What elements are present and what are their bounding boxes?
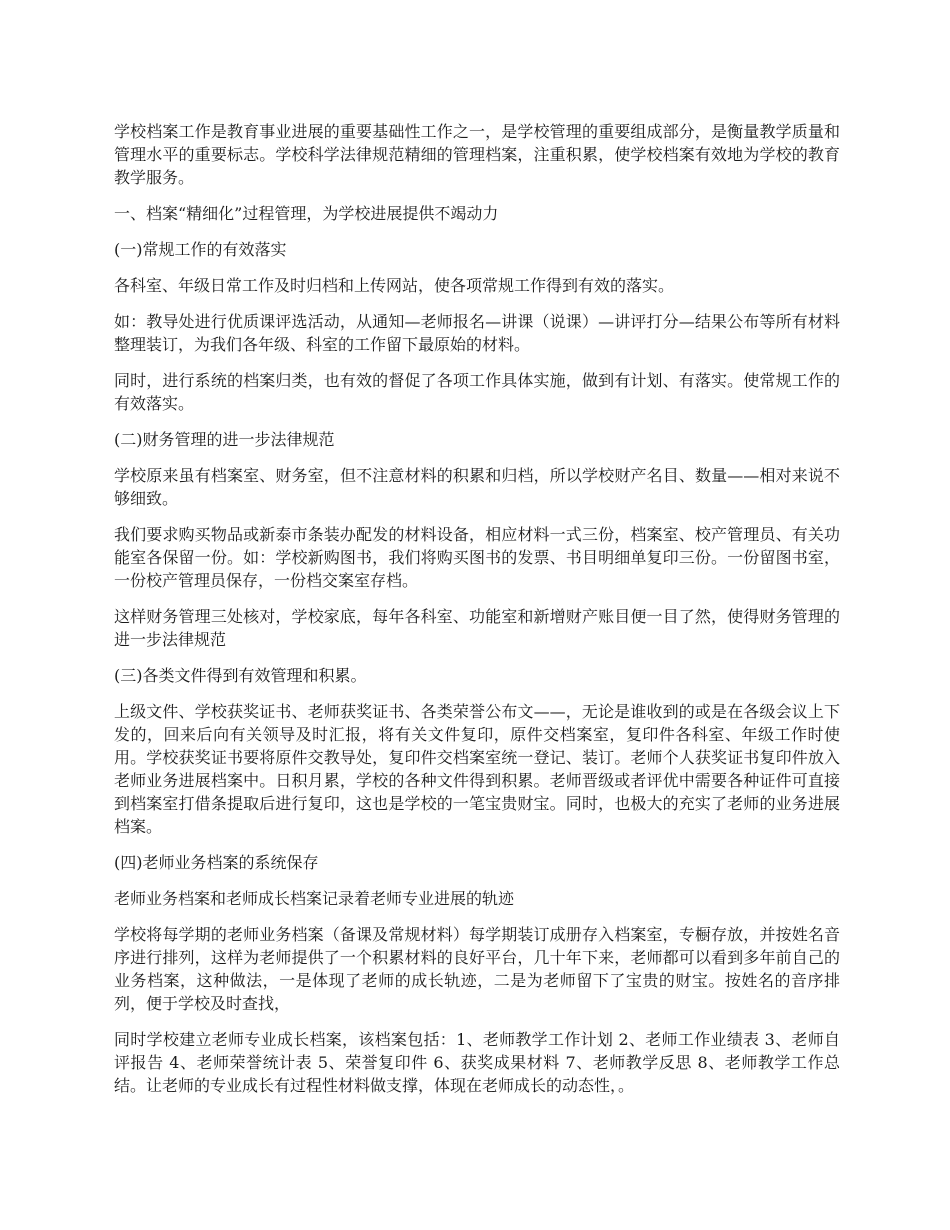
intro-paragraph: 学校档案工作是教育事业进展的重要基础性工作之一，是学校管理的重要组成部分，是衡量教学质量和管理水平的重要标志。学校科学法律规范精细的管理档案，注重积累，使学校档案有效地为学校的教育教学服务。 [114, 122, 840, 187]
body-paragraph: 学校将每学期的老师业务档案（备课及常规材料）每学期装订成册存入档案室，专橱存放，并按姓名音序进行排列，这样为老师提供了一个积累材料的良好平台，几十年下来，老师都可以看到多年前自己的业务档案，这种做法，一是体现了老师的成长轨迹，二是为老师留下了宝贵的财宝。按姓名的音序排列，便于学校及时查找， [114, 925, 840, 1013]
subsection-heading-1: (一)常规工作的有效落实 [114, 240, 287, 259]
document-body [114, 120, 840, 1110]
subsection-heading-3: (三)各类文件得到有效管理和积累。 [114, 666, 367, 685]
body-paragraph: 老师业务档案和老师成长档案记录着老师专业进展的轨迹 [114, 889, 515, 908]
body-paragraph: 上级文件、学校获奖证书、老师获奖证书、各类荣誉公布文——，无论是谁收到的或是在各级会议上下发的，回来后向有关领导及时汇报，将有关文件复印，原件交档案室，复印件各科室、年级工作时使用。学校获奖证书要将原件交教导处，复印件交档案室统一登记、装订。老师个人获奖证书复印件放入老师业务进展档案中。日积月累，学校的各种文件得到积累。老师晋级或者评优中需要各种证件可直接到档案室打借条提取后进行复印，这也是学校的一笔宝贵财宝。同时，也极大的充实了老师的业务进展档案。 [114, 702, 840, 836]
body-paragraph: 如：教导处进行优质课评选活动，从通知—老师报名—讲课（说课）—讲评打分—结果公布等所有材料整理装订，为我们各年级、科室的工作留下最原始的材料。 [114, 312, 840, 354]
body-paragraph: 各科室、年级日常工作及时归档和上传网站，使各项常规工作得到有效的落实。 [114, 276, 675, 295]
body-paragraph: 同时学校建立老师专业成长档案，该档案包括：1、老师教学工作计划 2、老师工作业绩表 3、老师自评报告 4、老师荣誉统计表 5、荣誉复印件 6、获奖成果材料 7、老师教学反思 8、老师教学工作总结。让老师的专业成长有过程性材料做支撑，体现在老师成长的动态性，。 [114, 1030, 840, 1095]
body-paragraph: 同时，进行系统的档案归类，也有效的督促了各项工作具体实施，做到有计划、有落实。使常规工作的有效落实。 [114, 371, 840, 413]
body-paragraph: 我们要求购买物品或新泰市条装办配发的材料设备，相应材料一式三份，档案室、校产管理员、有关功能室各保留一份。如：学校新购图书，我们将购买图书的发票、书目明细单复印三份。一份留图书室，一份校产管理员保存，一份档交案室存档。 [114, 525, 840, 590]
body-paragraph: 这样财务管理三处核对，学校家底，每年各科室、功能室和新增财产账目便一目了然，使得财务管理的进一步法律规范 [114, 607, 840, 649]
subsection-heading-4: (四)老师业务档案的系统保存 [114, 853, 319, 872]
body-paragraph: 学校原来虽有档案室、财务室，但不注意材料的积累和归档，所以学校财产名目、数量——相对来说不够细致。 [114, 466, 840, 508]
section-heading-1: 一、档案“精细化”过程管理，为学校进展提供不竭动力 [114, 204, 499, 223]
subsection-heading-2: (二)财务管理的进一步法律规范 [114, 430, 335, 449]
